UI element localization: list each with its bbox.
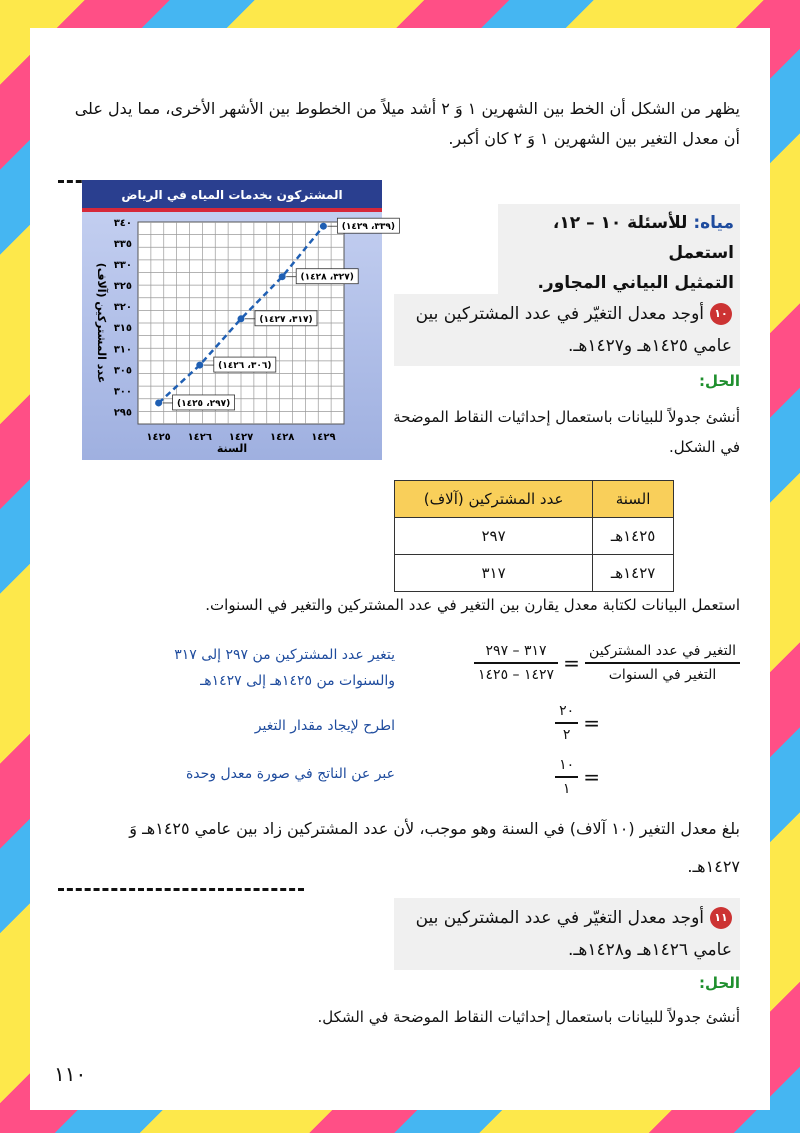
conclusion-line-2: ١٤٢٧هـ.: [687, 857, 740, 876]
section-heading-bold: مياه:: [693, 213, 734, 233]
y-tick-label: ٣٣٠: [113, 260, 132, 272]
y-tick-label: ٣٣٥: [113, 239, 132, 251]
step-2-numerator: ٢٠: [555, 700, 578, 724]
table-header-subscribers: عدد المشتركين (آلاف): [395, 481, 593, 518]
question-11-number: ١١: [710, 907, 732, 929]
table-cell: ٢٩٧: [395, 518, 593, 555]
page: [30, 28, 770, 1110]
data-label: (٣٣٩، ١٤٢٩): [341, 222, 396, 233]
formula-step-1: [430, 640, 740, 696]
data-label: (٢٩٧، ١٤٢٥): [176, 398, 231, 409]
y-tick-label: ٣٢٥: [113, 281, 132, 293]
rate-denominator-numbers: ١٤٢٧ – ١٤٢٥: [478, 667, 555, 683]
step-2-fraction: [555, 700, 578, 746]
page-number: ١١٠: [54, 1062, 87, 1086]
question-10-line2: عامي ١٤٢٥هـ و١٤٢٧هـ.: [568, 336, 732, 356]
rate-numerator-numbers: ٣١٧ – ٢٩٧: [474, 640, 558, 664]
data-point: [320, 223, 327, 230]
chart-container: [82, 180, 396, 460]
conclusion-paragraph: [54, 814, 740, 882]
section-heading: [498, 204, 740, 302]
table-cell: ١٤٢٥هـ: [593, 518, 674, 555]
table-row: [395, 518, 674, 555]
step-3-denominator: ١: [562, 781, 571, 797]
data-point: [155, 399, 162, 406]
data-table: [394, 480, 674, 592]
y-tick-label: ٣٤٠: [113, 218, 132, 229]
question-11-line1: أوجد معدل التغيّر في عدد المشتركين بين: [415, 908, 704, 928]
x-tick-label: ١٤٢٥: [146, 432, 171, 443]
table-cell: ٣١٧: [395, 555, 593, 592]
formula-note-3: عبر عن الناتج في صورة معدل وحدة: [185, 766, 395, 782]
data-label: (٣٠٦، ١٤٢٦): [218, 361, 272, 372]
table-header-year: السنة: [593, 481, 674, 518]
rate-fraction-words: [585, 640, 740, 686]
create-table-line2: في الشكل.: [669, 438, 740, 456]
x-tick-label: ١٤٢٦: [187, 432, 213, 443]
y-axis-label: عدد المشتركين (آلاف): [95, 262, 108, 384]
y-tick-label: ٢٩٥: [113, 407, 132, 419]
y-tick-label: ٣٠٥: [113, 365, 132, 377]
solution-label-q10: الحل:: [699, 372, 740, 390]
intro-paragraph: [54, 94, 740, 154]
equals-sign: =: [583, 765, 600, 789]
x-tick-label: ١٤٢٨: [269, 432, 295, 443]
create-table-text-q11: أنشئ جدولاً للبيانات باستعمال إحداثيات النقاط الموضحة في الشكل.: [317, 1008, 740, 1026]
x-tick-label: ١٤٢٩: [311, 432, 336, 443]
data-label: (٣١٧، ١٤٢٧): [259, 314, 313, 325]
step-2-denominator: ٢: [562, 727, 571, 743]
y-tick-label: ٣٢٠: [113, 302, 132, 314]
divider-2: [58, 888, 304, 891]
rate-fraction-numbers: [474, 640, 558, 686]
table-header-row: [395, 481, 674, 518]
chart-title: المشتركون بخدمات المياه في الرياض: [121, 188, 343, 202]
question-10-line1: أوجد معدل التغيّر في عدد المشتركين بين: [415, 304, 704, 324]
rate-numerator-words: التغير في عدد المشتركين: [585, 640, 740, 664]
table-row: [395, 555, 674, 592]
formula-step-3: [555, 754, 600, 810]
question-10-box: [394, 294, 740, 366]
create-table-line1: أنشئ جدولاً للبيانات باستعمال إحداثيات النقاط الموضحة: [393, 408, 740, 426]
line-chart: [82, 180, 396, 460]
chart-title-underline: [82, 208, 382, 212]
equals-sign: =: [563, 651, 580, 675]
question-11-box: [394, 898, 740, 970]
data-point: [279, 273, 286, 280]
solution-label-q11: الحل:: [699, 974, 740, 992]
intro-line-1: يظهر من الشكل أن الخط بين الشهرين ١ وَ ٢ أشد ميلاً من الخطوط بين الأشهر الأخرى، مما يدل على: [74, 99, 740, 118]
data-label: (٣٢٧، ١٤٢٨): [300, 272, 354, 283]
y-tick-label: ٣١٠: [113, 344, 132, 356]
question-11-line2: عامي ١٤٢٦هـ و١٤٢٨هـ.: [568, 940, 732, 960]
section-heading-line2: التمثيل البياني المجاور.: [537, 273, 734, 293]
formula-note-1a: يتغير عدد المشتركين من ٢٩٧ إلى ٣١٧: [174, 647, 395, 663]
question-10-number: ١٠: [710, 303, 732, 325]
equals-sign: =: [583, 711, 600, 735]
create-table-text: [390, 402, 740, 462]
x-tick-label: ١٤٢٧: [228, 432, 254, 443]
use-data-text: استعمل البيانات لكتابة معدل يقارن بين التغير في عدد المشتركين والتغير في السنوات.: [205, 596, 740, 614]
table-cell: ١٤٢٧هـ: [593, 555, 674, 592]
formula-note-2: اطرح لإيجاد مقدار التغير: [254, 718, 395, 734]
data-point: [238, 315, 245, 322]
section-heading-text: للأسئلة ١٠ – ١٢، استعمل: [552, 213, 734, 263]
y-tick-label: ٣٠٠: [113, 386, 132, 398]
y-tick-label: ٣١٥: [113, 323, 132, 335]
data-point: [196, 362, 203, 369]
step-3-fraction: [555, 754, 578, 800]
conclusion-line-1: بلغ معدل التغير (١٠ آلاف) في السنة وهو موجب، لأن عدد المشتركين زاد بين عامي ١٤٢٥هـ وَ: [129, 819, 740, 838]
intro-line-2: أن معدل التغير بين الشهرين ١ وَ ٢ كان أكبر.: [448, 129, 740, 148]
step-3-numerator: ١٠: [555, 754, 578, 778]
formula-note-1b: والسنوات من ١٤٢٥هـ إلى ١٤٢٧هـ: [200, 673, 395, 689]
formula-step-2: [555, 700, 600, 756]
x-axis-label: السنة: [216, 442, 248, 455]
formula-note-1: [85, 642, 395, 694]
rate-denominator-words: التغير في السنوات: [608, 667, 717, 683]
